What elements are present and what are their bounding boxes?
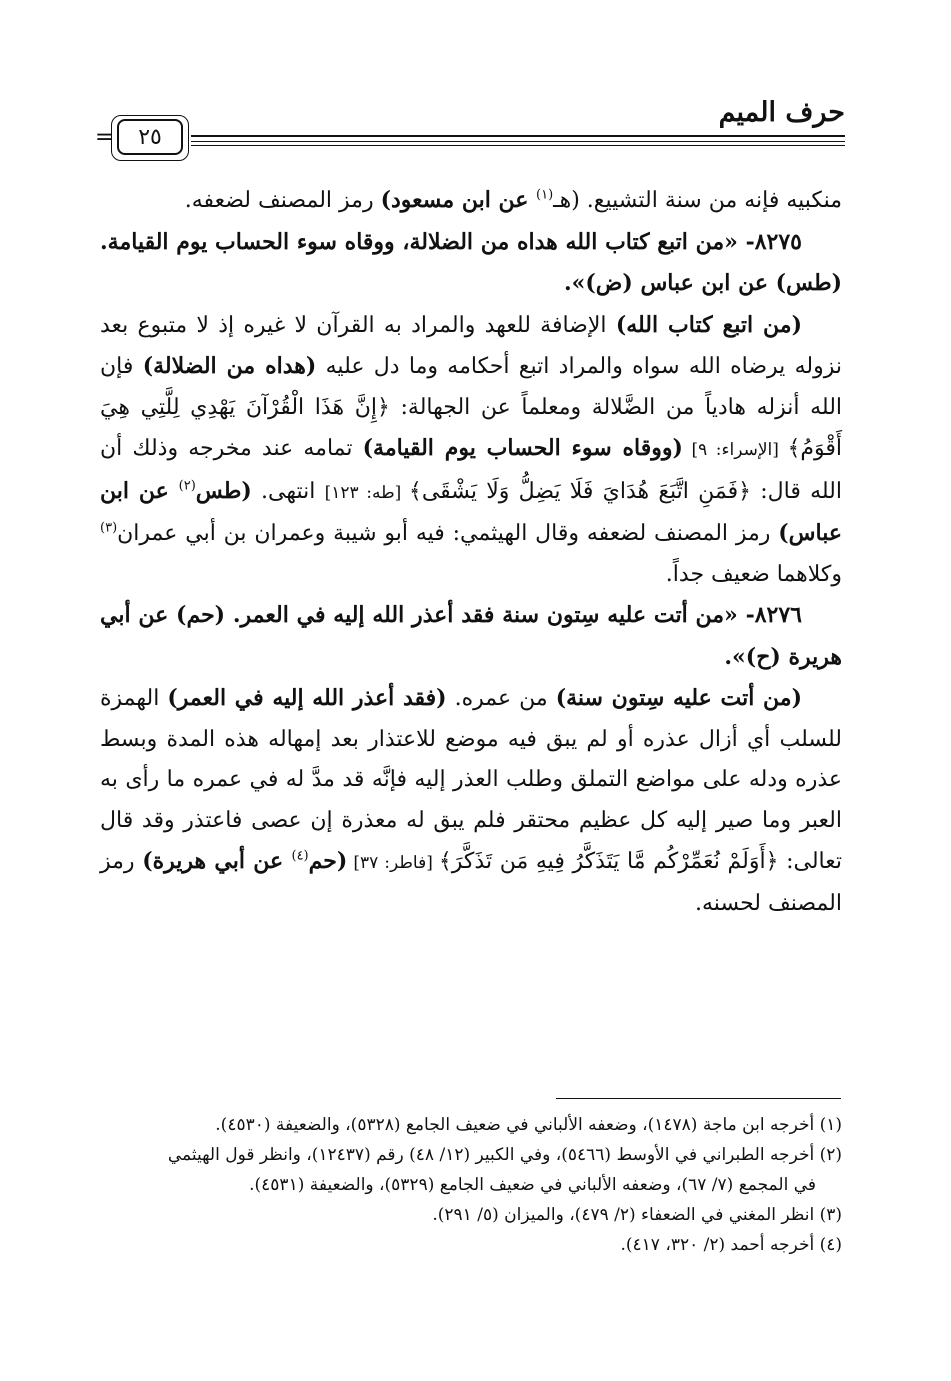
footnote-marker: (٢) <box>178 478 196 494</box>
header-rule <box>191 135 845 137</box>
quran-reference: [الإسراء: ٩] <box>682 440 788 460</box>
text-span: رمز المصنف لضعفه. <box>184 188 381 213</box>
bold-span: عن أبي هريرة) <box>142 848 292 874</box>
text-span: وكلاهما ضعيف جداً. <box>665 561 842 587</box>
footnote-2: (٢) أخرجه الطبراني في الأوسط (٥٤٦٦)، وفي الكبير (١٢/ ٤٨) رقم (١٢٤٣٧)، وانظر قول الهيثمي <box>167 1145 842 1165</box>
quran-reference: [فاطر: ٣٧] <box>347 853 439 873</box>
footnote-marker: (١) <box>536 187 554 203</box>
paragraph-1 <box>100 180 842 222</box>
text-span: الهمزة للسلب أي أزال عذره أو لم يبق فيه موضع للاعتذار بعد إمهاله هذه المدة وبسط عذره ودله على مواضع التملق وطلب العذر إليه فإنَّه قد مدَّ له في عمره ما رأى به العبر وما صير إليه كل عظيم محتقر فلم يبق له معذرة إن عصى فاعتذر وقد قال تعالى: <box>100 686 842 874</box>
footnote-4: (٤) أخرجه أحمد (٢/ ٣٢٠، ٤١٧). <box>620 1235 842 1255</box>
hadith-text: ٨٢٧٦- «من أتت عليه سِتون سنة فقد أعذر الله إليه في العمر. (حم) عن أبي هريرة (ح)». <box>100 602 842 670</box>
footnotes <box>100 1110 842 1260</box>
bold-span: (من اتبع كتاب الله) <box>615 311 802 338</box>
quran-quote: ﴿فَمَنِ اتَّبَعَ هُدَايَ فَلَا يَضِلُّ وَلَا يَشْقَى﴾ <box>408 478 752 504</box>
running-title: حرف الميم <box>718 97 845 128</box>
bold-span: (ووقاه سوء الحساب يوم القيامة) <box>362 435 683 461</box>
bold-span: (حم <box>308 848 348 874</box>
text-span: فإن الله أنزله هادياً من الضَّلالة ومعلماً عن الجهالة: <box>100 354 843 420</box>
text-span: الإضافة للعهد والمراد به القرآن لا غيره إذ لا متبوع بعد نزوله يرضاه الله سواه والمراد اتبع أحكامه وما دل عليه <box>100 312 843 379</box>
footnote-separator <box>556 1098 841 1099</box>
footnote-2-continued: في المجمع (٧/ ٦٧)، وضعفه الألباني في ضعيف الجامع (٥٣٢٩)، والضعيفة (٤٥٣١). <box>249 1175 816 1195</box>
bold-span: (هداه من الضلالة) <box>142 353 317 379</box>
bold-span: عن ابن مسعود) <box>380 187 537 213</box>
bold-span: عن ابن عباس) <box>100 477 842 546</box>
page-number-text: ٢٥ <box>138 124 162 150</box>
text-span: تمامه عند مخرجه وذلك أن الله قال: <box>100 436 843 504</box>
page-number <box>117 119 183 155</box>
hadith-8276 <box>100 595 842 678</box>
hadith-text: ٨٢٧٥- «من اتبع كتاب الله هداه من الضلالة، ووقاه سوء الحساب يوم القيامة. (طس) عن ابن عباس (ض)». <box>100 228 842 296</box>
footnote-marker: (٤) <box>291 848 309 864</box>
bold-span: (طس <box>195 477 252 504</box>
footnote-3: (٣) انظر المغني في الضعفاء (٢/ ٤٧٩)، والميزان (٥/ ٢٩١). <box>432 1205 842 1225</box>
quran-quote: ﴿إِنَّ هَذَا الْقُرْآنَ يَهْدِي لِلَّتِي هِيَ أَقْوَمُ﴾ <box>100 394 842 461</box>
text-span: رمز المصنف لحسنه. <box>100 849 842 916</box>
text-span: منكبيه فإنه من سنة التشييع. (هـ <box>553 188 842 213</box>
hadith-8275 <box>100 222 842 305</box>
header-left-mark: = <box>95 125 114 150</box>
main-text <box>100 180 842 924</box>
commentary-8275 <box>100 305 842 596</box>
bold-span: (فقد أعذر الله إليه في العمر) <box>167 685 447 711</box>
footnote-marker: (٣) <box>100 520 118 536</box>
quran-reference: [طه: ١٢٣] <box>324 482 409 503</box>
page-header <box>95 95 845 165</box>
header-rule <box>191 141 845 142</box>
text-span: من عمره. <box>446 686 556 711</box>
header-rule <box>191 145 845 146</box>
text-span: انتهى. <box>251 478 325 504</box>
quran-quote: ﴿أَوَلَمْ نُعَمِّرْكُم مَّا يَتَذَكَّرُ فِيهِ مَن تَذَكَّرَ﴾ <box>438 849 779 874</box>
commentary-8276 <box>100 678 842 924</box>
text-span: رمز المصنف لضعفه وقال الهيثمي: فيه أبو شيبة وعمران بن أبي عمران <box>117 521 779 546</box>
footnote-1: (١) أخرجه ابن ماجة (١٤٧٨)، وضعفه الألباني في ضعيف الجامع (٥٣٢٨)، والضعيفة (٤٥٣٠). <box>215 1115 842 1135</box>
bold-span: (من أتت عليه سِتون سنة) <box>555 685 802 711</box>
